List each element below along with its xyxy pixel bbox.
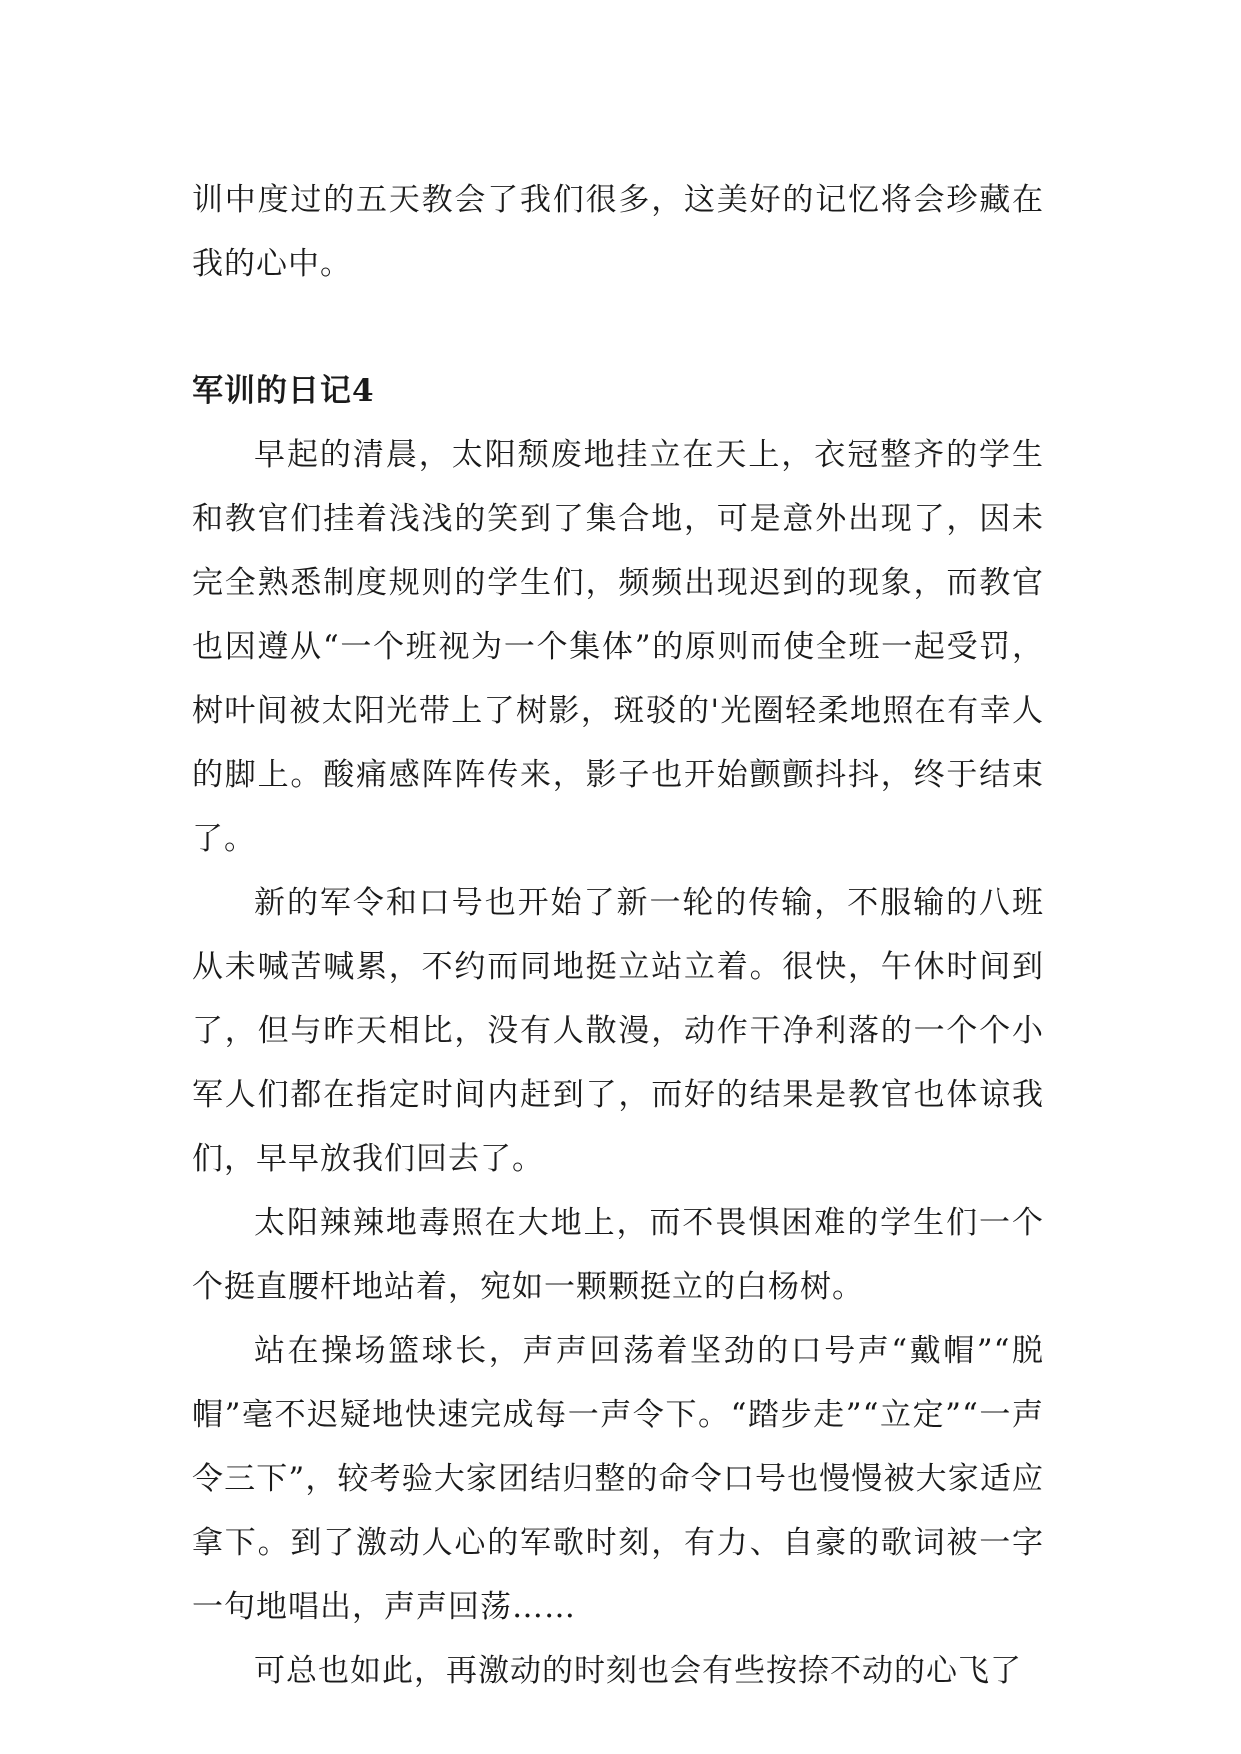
body-paragraph-2: 新的军令和口号也开始了新一轮的传输，不服输的八班从未喊苦喊累，不约而同地挺立站立着。很快，午休时间到了，但与昨天相比，没有人散漫，动作干净利落的一个个小军人们都在指定时间内赶到了，而好的结果是教官也体谅我们，早早放我们回去了。 xyxy=(192,885,1044,1177)
continued-paragraph: 训中度过的五天教会了我们很多，这美好的记忆将会珍藏在我的心中。 xyxy=(192,182,1044,282)
section-title: 军训的日记4 xyxy=(192,373,375,409)
body-paragraph-1: 早起的清晨，太阳颓废地挂立在天上，衣冠整齐的学生和教官们挂着浅浅的笑到了集合地，可是意外出现了，因未完全熟悉制度规则的学生们，频频出现迟到的现象，而教官也因遵从“一个班视为一个集体”的原则而使全班一起受罚，树叶间被太阳光带上了树影，斑驳的'光圈轻柔地照在有幸人的脚上。酸痛感阵阵传来，影子也开始颤颤抖抖，终于结束了。 xyxy=(192,437,1044,857)
body-paragraph-4: 站在操场篮球长，声声回荡着坚劲的口号声“戴帽”“脱帽”毫不迟疑地快速完成每一声令下。“踏步走”“立定”“一声令三下”，较考验大家团结归整的命令口号也慢慢被大家适应拿下。到了激动人心的军歌时刻，有力、自豪的歌词被一字一句地唱出，声声回荡…… xyxy=(192,1333,1044,1625)
body-paragraph-3: 太阳辣辣地毒照在大地上，而不畏惧困难的学生们一个个挺直腰杆地站着，宛如一颗颗挺立的白杨树。 xyxy=(192,1205,1044,1305)
body-paragraph-5: 可总也如此，再激动的时刻也会有些按捺不动的心飞了 xyxy=(254,1653,1022,1689)
document-page xyxy=(192,168,1044,1703)
